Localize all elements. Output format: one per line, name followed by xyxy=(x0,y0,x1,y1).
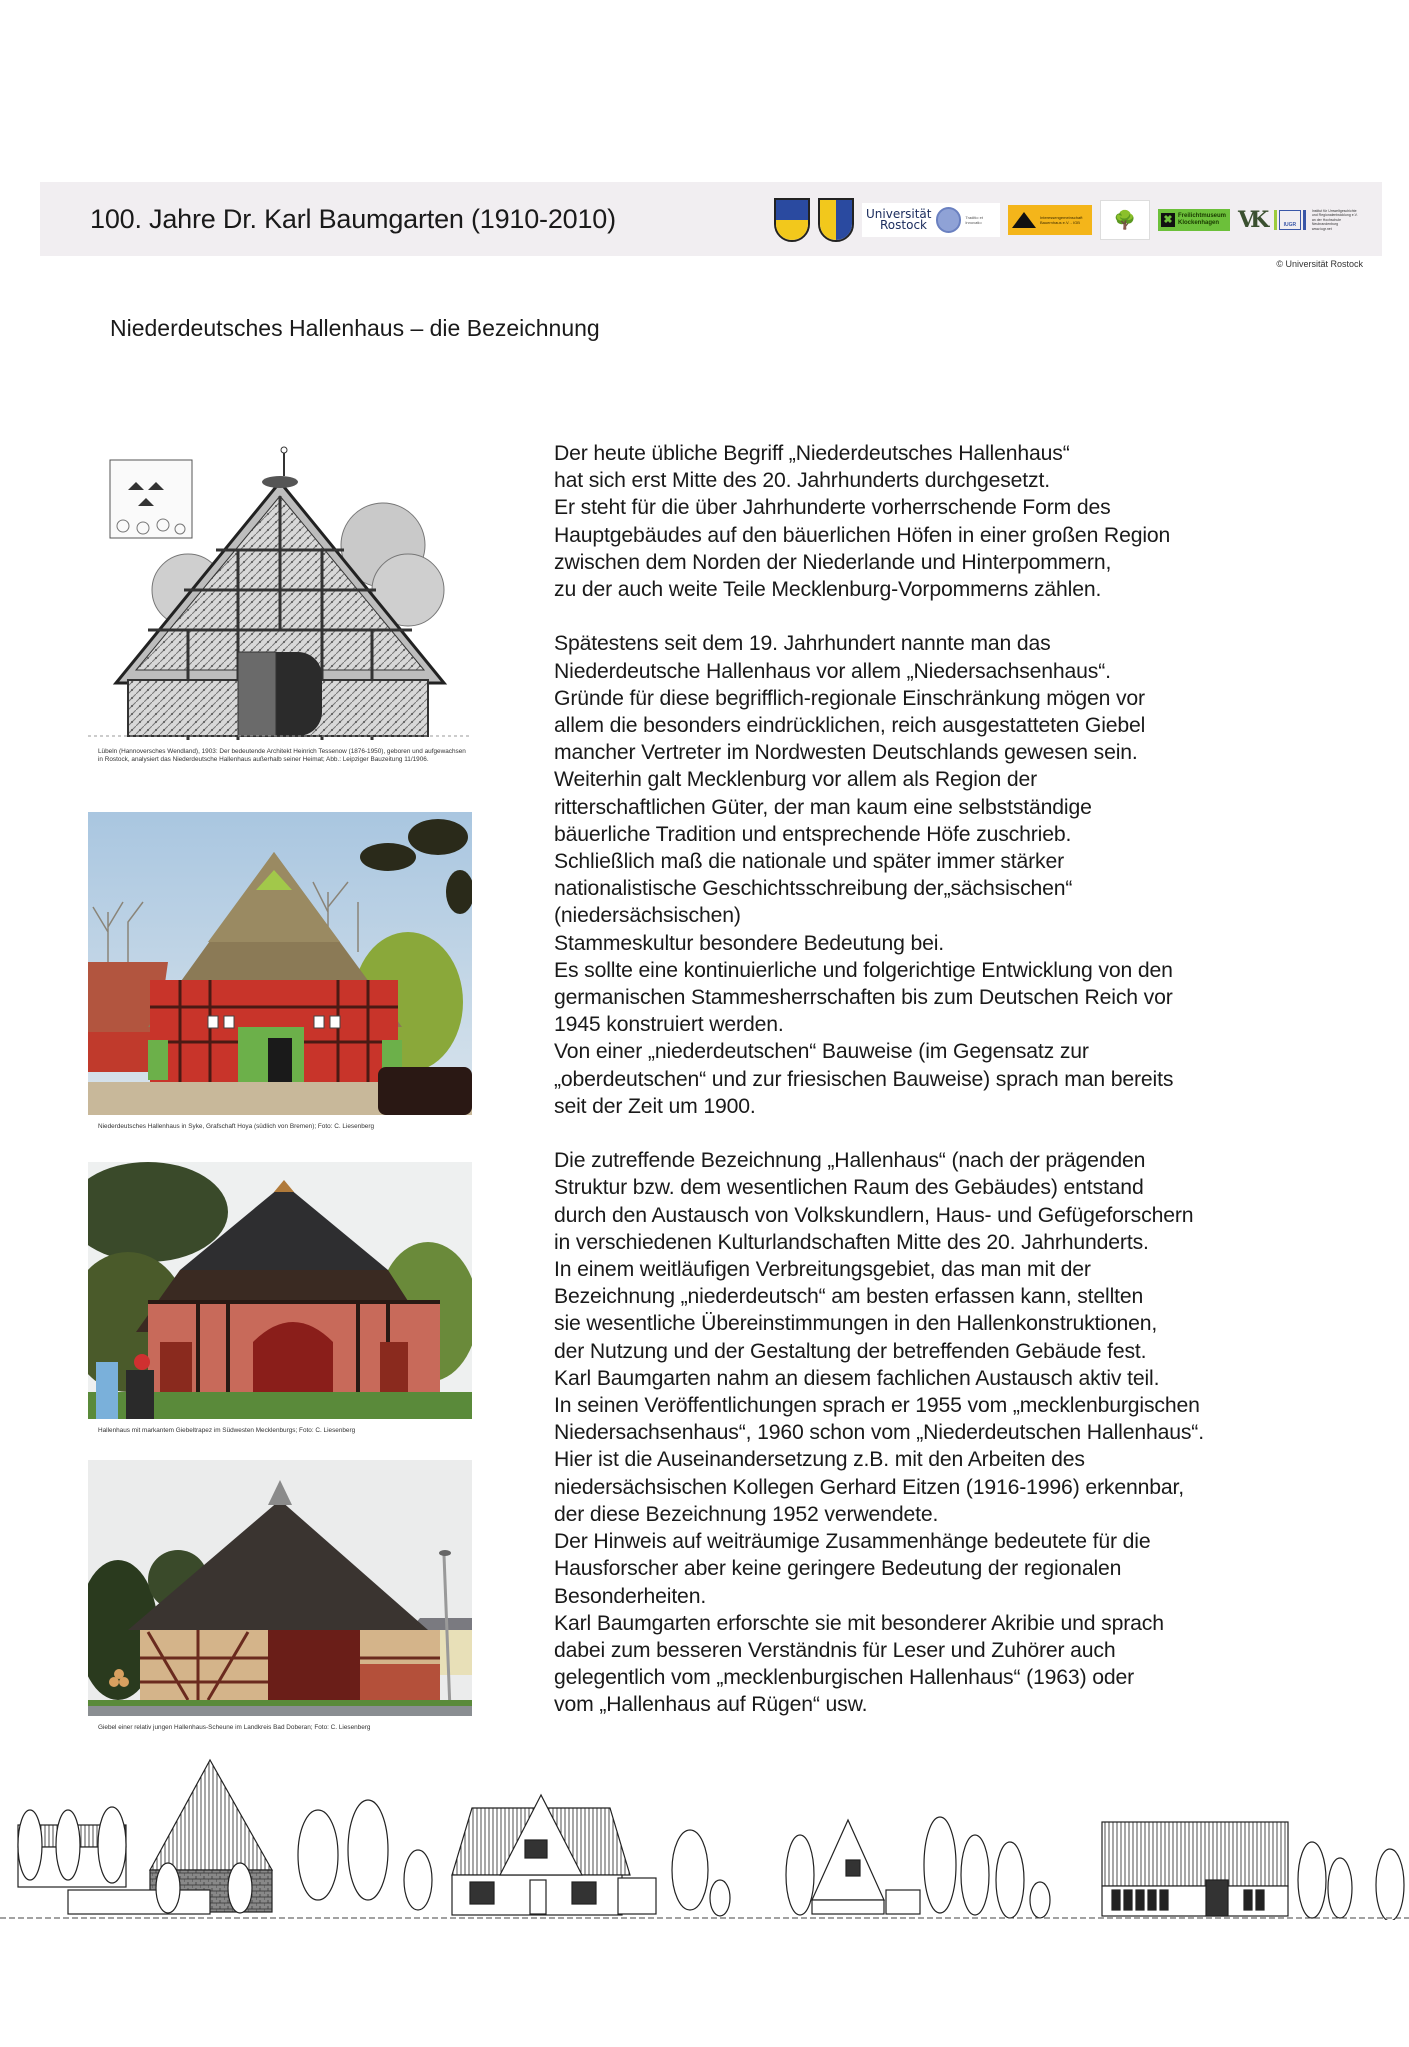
page-subtitle: Niederdeutsches Hallenhaus – die Bezeichnung xyxy=(110,315,600,341)
text-line: durch den Austausch von Volkskundlern, Haus- und Gefügeforschern xyxy=(554,1203,1194,1227)
text-line: (niedersächsischen) xyxy=(554,904,741,928)
paragraph-1 xyxy=(554,440,1344,603)
text-line: Gründe für diese begrifflich-regionale Einschränkung mögen vor xyxy=(554,686,1145,710)
thatched-barn-photo xyxy=(88,1460,472,1716)
text-line: In einem weitläufigen Verbreitungsgebiet, das man mit der xyxy=(554,1258,1091,1282)
text-line: seit der Zeit um 1900. xyxy=(554,1094,756,1118)
figure-caption: Niederdeutsches Hallenhaus in Syke, Grafschaft Hoya (südlich von Bremen); Foto: C. Liesenberg xyxy=(98,1123,374,1130)
figure-tessenow-drawing xyxy=(88,430,472,764)
iugr-logo xyxy=(1274,209,1368,231)
figure-scheune-photo xyxy=(88,1460,472,1732)
text-line: Niedersachsenhaus“, 1960 schon vom „Niederdeutschen Hallenhaus“. xyxy=(554,1421,1204,1445)
text-line: sie wesentliche Übereinstimmungen in den Hallenkonstruktionen, xyxy=(554,1312,1158,1336)
text-line: Es sollte eine kontinuierliche und folgerichtige Entwicklung von den xyxy=(554,958,1173,982)
text-line: „oberdeutschen“ und zur friesischen Bauweise) sprach man bereits xyxy=(554,1067,1174,1091)
text-line: Schließlich maß die nationale und später immer stärker xyxy=(554,850,1065,874)
text-line: Spätestens seit dem 19. Jahrhundert nannte man das xyxy=(554,632,1051,656)
text-line: in verschiedenen Kulturlandschaften Mitte des 20. Jahrhunderts. xyxy=(554,1230,1149,1254)
figure-caption: Hallenhaus mit markantem Giebeltrapez im Südwesten Mecklenburgs; Foto: C. Liesenberg xyxy=(98,1427,356,1434)
text-line: Stammeskultur besondere Bedeutung bei. xyxy=(554,931,945,955)
text-line: Weiterhin galt Mecklenburg vor allem als Region der xyxy=(554,768,1038,792)
text-line: Struktur bzw. dem wesentlichen Raum des Gebäudes) entstand xyxy=(554,1176,1144,1200)
text-line: ritterschaftlichen Güter, der man kaum eine selbstständige xyxy=(554,795,1092,819)
figure-giebeltrapez-photo xyxy=(88,1162,472,1435)
iugr-line4: www.iugr.net xyxy=(1311,226,1332,231)
iugr-mark: IUGR xyxy=(1279,210,1301,230)
text-line: niedersächsischen Kollegen Gerhard Eitzen (1916-1996) erkennbar, xyxy=(554,1475,1184,1499)
text-line: Karl Baumgarten erforschte sie mit besonderer Akribie und sprach xyxy=(554,1611,1164,1635)
text-line: Der Hinweis auf weiträumige Zusammenhänge bedeutete für die xyxy=(554,1530,1151,1554)
igb-line1: Interessengemeinschaft xyxy=(1040,215,1083,220)
text-line: bäuerliche Tradition und entsprechende Höfe zuschrieb. xyxy=(554,822,1072,846)
text-line: zwischen dem Norden der Niederlande und Hinterpommern, xyxy=(554,550,1112,574)
copyright-notice: © Universität Rostock xyxy=(1276,259,1363,269)
text-line: Die zutreffende Bezeichnung „Hallenhaus“ (nach der prägenden xyxy=(554,1149,1146,1173)
uni-seal-icon xyxy=(936,207,962,233)
text-line: zu der auch weite Teile Mecklenburg-Vorpommerns zählen. xyxy=(554,578,1102,602)
figure-syke-photo xyxy=(88,812,472,1131)
text-line: gelegentlich vom „mecklenburgischen Hallenhaus“ (1963) oder xyxy=(554,1666,1135,1690)
text-line: der diese Bezeichnung 1952 verwendete. xyxy=(554,1502,939,1526)
fm-line1: Freilichtmuseum xyxy=(1178,213,1227,219)
text-line: Hausforscher aber keine geringere Bedeutung der regionalen xyxy=(554,1557,1122,1581)
text-line: In seinen Veröffentlichungen sprach er 1955 vom „mecklenburgischen xyxy=(554,1394,1200,1418)
x-frame-icon: ✖ xyxy=(1161,213,1175,227)
text-line: Der heute übliche Begriff „Niederdeutsches Hallenhaus“ xyxy=(554,442,1070,465)
text-line: germanischen Stammesherrschaften bis zum Deutschen Reich vor xyxy=(554,986,1173,1010)
sketch-logo xyxy=(1100,200,1150,240)
uni-name-line1: Universität xyxy=(866,207,932,221)
freilichtmuseum-klockenhagen-logo xyxy=(1158,209,1230,231)
half-timbered-house-drawing xyxy=(88,430,472,740)
paragraph-2 xyxy=(554,630,1344,1120)
text-line: 1945 konstruiert werden. xyxy=(554,1013,784,1037)
universitaet-rostock-logo xyxy=(862,203,1000,237)
header-title: 100. Jahre Dr. Karl Baumgarten (1910-2010) xyxy=(90,204,616,234)
red-hallenhaus-photo xyxy=(88,812,472,1115)
syke-photo-image xyxy=(88,812,472,1115)
house-icon xyxy=(1012,212,1036,228)
main-body-text xyxy=(554,440,1344,1746)
text-line: nationalistische Geschichtsschreibung der„sächsischen“ xyxy=(554,877,1073,901)
thatched-hallenhaus-photo xyxy=(88,1162,472,1419)
text-line: Niederdeutsche Hallenhaus vor allem „Niedersachsenhaus“. xyxy=(554,659,1111,683)
text-line: vom „Hallenhaus auf Rügen“ usw. xyxy=(554,1693,868,1717)
scheune-photo-image xyxy=(88,1460,472,1716)
text-line: Von einer „niederdeutschen“ Bauweise (im Gegensatz zur xyxy=(554,1040,1089,1064)
header-band xyxy=(40,182,1382,256)
text-line: mancher Vertreter im Nordwesten Deutschlands gewesen sein. xyxy=(554,741,1138,765)
text-line: Hauptgebäudes auf den bäuerlichen Höfen in einer großen Region xyxy=(554,523,1171,547)
text-line: Besonderheiten. xyxy=(554,1584,707,1608)
figure-caption: Lübeln (Hannoversches Wendland), 1903: Der bedeutende Architekt Heinrich Tessenow (1876-1950), geboren und aufgewachsen in Rostock, analysiert das Niederdeutsche Hallenhaus außerhalb seiner Heimat; Abb.: Leipziger Bauzeitung 11/1906. xyxy=(98,748,466,764)
tessenow-drawing-image xyxy=(88,430,472,740)
text-line: dabei zum besseren Verständnis für Leser und Zuhörer auch xyxy=(554,1638,1116,1662)
text-line: Er steht für die über Jahrhunderte vorherrschende Form des xyxy=(554,496,1111,520)
landkreis-crest-logo xyxy=(774,198,810,242)
uni-motto: Traditio et Innovatio xyxy=(965,215,983,225)
house-frieze-drawing xyxy=(0,1750,1409,1920)
fm-line2: Klockenhagen xyxy=(1178,220,1220,226)
vk-logo: VK xyxy=(1238,207,1265,233)
iugr-line3: an der Hochschule Neubrandenburg xyxy=(1311,217,1342,227)
uni-name-line2: Rostock xyxy=(880,218,927,232)
partner-logos xyxy=(774,198,1376,242)
text-line: allem die besonders eindrücklichen, reich ausgestatteten Giebel xyxy=(554,714,1146,738)
text-line: Karl Baumgarten nahm an diesem fachlichen Austausch aktiv teil. xyxy=(554,1366,1160,1390)
igb-line2: Bauernhaus e.V. - IGB xyxy=(1040,220,1080,225)
tree-icon: 🌳 xyxy=(1113,209,1137,230)
text-line: der Nutzung und der Gestaltung der betreffenden Gebäude fest. xyxy=(554,1339,1147,1363)
text-line: Hier ist die Auseinandersetzung z.B. mit den Arbeiten des xyxy=(554,1448,1085,1472)
figure-caption: Giebel einer relativ jungen Hallenhaus-Scheune im Landkreis Bad Doberan; Foto: C. Liesenberg xyxy=(98,1724,371,1731)
text-line: Bezeichnung „niederdeutsch“ am besten erfassen kann, stellten xyxy=(554,1285,1144,1309)
interessengemeinschaft-bauernhaus-logo xyxy=(1008,205,1092,235)
giebeltrapez-photo-image xyxy=(88,1162,472,1419)
paragraph-3 xyxy=(554,1147,1344,1718)
iugr-line1: Institut für Umweltgeschichte xyxy=(1311,208,1357,213)
gemeinde-crest-logo xyxy=(818,198,854,242)
text-line: hat sich erst Mitte des 20. Jahrhunderts durchgesetzt. xyxy=(554,469,1050,493)
iugr-line2: und Regionalentwicklung e.V. xyxy=(1311,213,1358,218)
bottom-house-frieze xyxy=(0,1750,1409,1920)
